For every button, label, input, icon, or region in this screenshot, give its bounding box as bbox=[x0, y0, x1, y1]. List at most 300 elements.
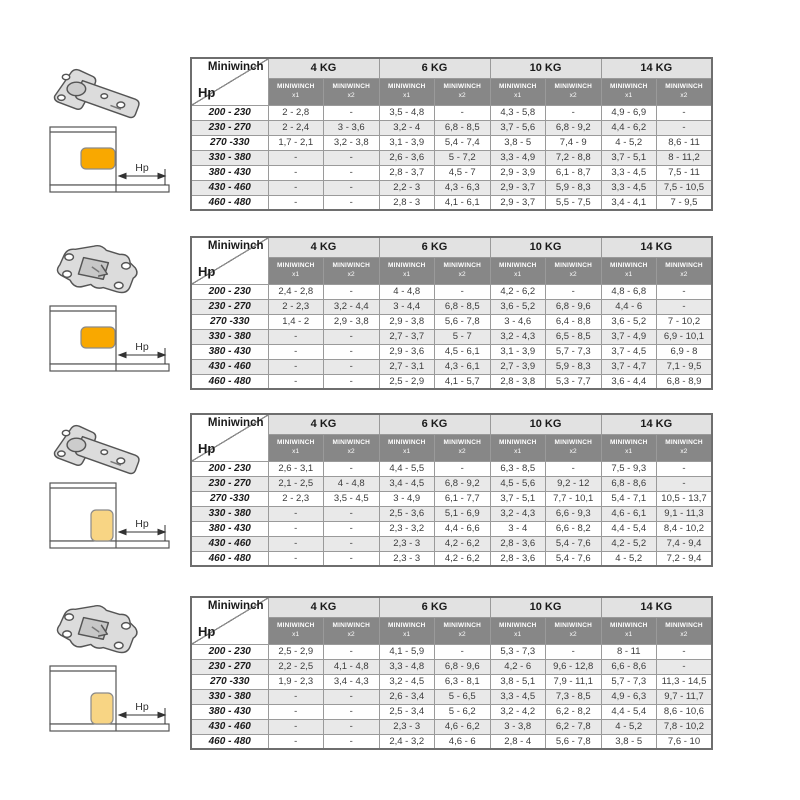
capacity-value-cell: - bbox=[546, 105, 602, 120]
capacity-value-cell: 3,8 - 5 bbox=[490, 135, 546, 150]
capacity-value-cell: - bbox=[268, 704, 324, 719]
table-row bbox=[191, 284, 712, 299]
capacity-value-cell: 2,3 - 3 bbox=[379, 551, 435, 566]
capacity-value-cell: 4,4 - 6 bbox=[601, 299, 657, 314]
capacity-value-cell: 2,9 - 3,9 bbox=[490, 165, 546, 180]
table-row bbox=[191, 344, 712, 359]
header-row-weights bbox=[191, 237, 712, 257]
weight-group-header: 14 KG bbox=[601, 58, 712, 78]
capacity-value-cell: - bbox=[324, 521, 380, 536]
capacity-value-cell: 3,3 - 4,9 bbox=[490, 150, 546, 165]
miniwinch-variant-header: MINIWINCH x2 bbox=[435, 434, 491, 461]
capacity-value-cell: 7 - 10,2 bbox=[657, 314, 713, 329]
miniwinch-variant-header: MINIWINCH x2 bbox=[435, 78, 491, 105]
miniwinch-variant-header: MINIWINCH x1 bbox=[379, 78, 435, 105]
capacity-value-cell: 3,1 - 3,9 bbox=[490, 344, 546, 359]
capacity-value-cell: 4,3 - 6,3 bbox=[435, 180, 491, 195]
capacity-value-cell: - bbox=[324, 704, 380, 719]
hp-range-label: 270 -330 bbox=[191, 135, 268, 150]
miniwinch-box bbox=[91, 510, 113, 541]
capacity-value-cell: 5,1 - 6,9 bbox=[435, 506, 491, 521]
table-row bbox=[191, 461, 712, 476]
miniwinch-variant-header: MINIWINCH x2 bbox=[546, 617, 602, 644]
corner-label-miniwinch: Miniwinch bbox=[207, 417, 264, 429]
capacity-value-cell: 3,7 - 4,5 bbox=[601, 344, 657, 359]
capacity-value-cell: 7,4 - 9,4 bbox=[657, 536, 713, 551]
variant-count-label: x2 bbox=[569, 91, 577, 99]
cabinet-door-open bbox=[50, 541, 169, 548]
hp-range-label: 460 - 480 bbox=[191, 374, 268, 389]
capacity-value-cell: 4,4 - 5,4 bbox=[601, 521, 657, 536]
capacity-value-cell: 2,8 - 3 bbox=[379, 195, 435, 210]
table-row bbox=[191, 329, 712, 344]
weight-group-header: 6 KG bbox=[379, 58, 490, 78]
capacity-value-cell: 6,4 - 8,8 bbox=[546, 314, 602, 329]
capacity-value-cell: 6,8 - 9,6 bbox=[546, 299, 602, 314]
variant-count-label: x2 bbox=[680, 630, 688, 638]
capacity-value-cell: - bbox=[657, 120, 713, 135]
capacity-value-cell: 7,2 - 8,8 bbox=[546, 150, 602, 165]
capacity-value-cell: 7,6 - 10 bbox=[657, 734, 713, 749]
miniwinch-variant-header: MINIWINCH x1 bbox=[490, 617, 546, 644]
capacity-value-cell: - bbox=[268, 329, 324, 344]
capacity-value-cell: 2,5 - 3,6 bbox=[379, 506, 435, 521]
capacity-value-cell: 3,3 - 4,5 bbox=[601, 180, 657, 195]
variant-count-label: x1 bbox=[403, 270, 411, 278]
capacity-value-cell: 8 - 11 bbox=[601, 644, 657, 659]
capacity-value-cell: 5 - 7 bbox=[435, 329, 491, 344]
capacity-value-cell: 9,1 - 11,3 bbox=[657, 506, 713, 521]
miniwinch-variant-header: MINIWINCH x2 bbox=[324, 434, 380, 461]
capacity-value-cell: 2,5 - 2,9 bbox=[268, 644, 324, 659]
capacity-value-cell: - bbox=[268, 689, 324, 704]
capacity-value-cell: 2,9 - 3,7 bbox=[490, 195, 546, 210]
capacity-value-cell: 4,8 - 6,8 bbox=[601, 284, 657, 299]
hp-range-label: 270 -330 bbox=[191, 491, 268, 506]
miniwinch-box bbox=[91, 693, 113, 724]
variant-count-label: x2 bbox=[458, 270, 466, 278]
capacity-value-cell: 2,3 - 3 bbox=[379, 536, 435, 551]
miniwinch-variant-header: MINIWINCH x2 bbox=[657, 434, 713, 461]
variant-count-label: x2 bbox=[347, 91, 355, 99]
capacity-value-cell: 3,6 - 5,2 bbox=[601, 314, 657, 329]
capacity-value-cell: 7,3 - 8,5 bbox=[546, 689, 602, 704]
table-row bbox=[191, 551, 712, 566]
variant-count-label: x1 bbox=[514, 630, 522, 638]
capacity-value-cell: - bbox=[435, 284, 491, 299]
capacity-value-cell: - bbox=[657, 659, 713, 674]
hp-capacity-table bbox=[190, 596, 713, 750]
weight-group-header: 10 KG bbox=[490, 597, 601, 617]
capacity-value-cell: 2,9 - 3,8 bbox=[324, 314, 380, 329]
capacity-value-cell: - bbox=[324, 284, 380, 299]
capacity-value-cell: 2,7 - 3,9 bbox=[490, 359, 546, 374]
capacity-value-cell: 4,5 - 6,1 bbox=[435, 344, 491, 359]
capacity-value-cell: - bbox=[324, 461, 380, 476]
table-row bbox=[191, 150, 712, 165]
miniwinch-variant-header: MINIWINCH x1 bbox=[268, 257, 324, 284]
capacity-value-cell: 5,3 - 7,7 bbox=[546, 374, 602, 389]
capacity-value-cell: 4,4 - 6,6 bbox=[435, 521, 491, 536]
table-row bbox=[191, 165, 712, 180]
miniwinch-variant-header: MINIWINCH x1 bbox=[490, 78, 546, 105]
capacity-value-cell: - bbox=[268, 180, 324, 195]
capacity-value-cell: 2 - 2,8 bbox=[268, 105, 324, 120]
capacity-value-cell: 6,8 - 8,5 bbox=[435, 299, 491, 314]
miniwinch-variant-header: MINIWINCH x2 bbox=[546, 78, 602, 105]
capacity-value-cell: 4,1 - 4,8 bbox=[324, 659, 380, 674]
capacity-value-cell: 9,2 - 12 bbox=[546, 476, 602, 491]
hp-range-label: 230 - 270 bbox=[191, 476, 268, 491]
capacity-value-cell: 2,3 - 3,2 bbox=[379, 521, 435, 536]
capacity-value-cell: 4,6 - 6,2 bbox=[435, 719, 491, 734]
corner-label-miniwinch: Miniwinch bbox=[207, 240, 264, 252]
capacity-value-cell: 7,4 - 9 bbox=[546, 135, 602, 150]
weight-group-header: 10 KG bbox=[490, 414, 601, 434]
hp-capacity-table bbox=[190, 236, 713, 390]
hp-dimension-label: Hp bbox=[135, 701, 149, 713]
table-row bbox=[191, 105, 712, 120]
capacity-value-cell: - bbox=[268, 374, 324, 389]
hp-range-label: 230 - 270 bbox=[191, 659, 268, 674]
angled-cup-hinge-icon bbox=[44, 417, 148, 479]
capacity-value-cell: 8,6 - 10,6 bbox=[657, 704, 713, 719]
capacity-value-cell: 2,6 - 3,4 bbox=[379, 689, 435, 704]
hp-range-label: 270 -330 bbox=[191, 314, 268, 329]
capacity-value-cell: 3,3 - 4,8 bbox=[379, 659, 435, 674]
capacity-value-cell: 2,9 - 3,8 bbox=[379, 314, 435, 329]
capacity-value-cell: 1,4 - 2 bbox=[268, 314, 324, 329]
capacity-value-cell: 6,3 - 8,1 bbox=[435, 674, 491, 689]
flat-mount-hinge-icon bbox=[44, 600, 148, 662]
capacity-value-cell: 3 - 4 bbox=[490, 521, 546, 536]
capacity-value-cell: 5 - 7,2 bbox=[435, 150, 491, 165]
capacity-value-cell: 4,2 - 6,2 bbox=[435, 551, 491, 566]
capacity-value-cell: 4,1 - 5,9 bbox=[379, 644, 435, 659]
capacity-value-cell: 3,2 - 4,2 bbox=[490, 704, 546, 719]
capacity-value-cell: 2,9 - 3,6 bbox=[379, 344, 435, 359]
hp-range-label: 230 - 270 bbox=[191, 120, 268, 135]
capacity-value-cell: 7,5 - 11 bbox=[657, 165, 713, 180]
figure-column bbox=[40, 596, 188, 764]
capacity-value-cell: 3,7 - 5,1 bbox=[490, 491, 546, 506]
capacity-value-cell: 2,8 - 3,6 bbox=[490, 536, 546, 551]
capacity-value-cell: 3,2 - 3,8 bbox=[324, 135, 380, 150]
variant-count-label: x2 bbox=[458, 447, 466, 455]
miniwinch-variant-header: MINIWINCH x2 bbox=[435, 257, 491, 284]
capacity-value-cell: 3 - 3,8 bbox=[490, 719, 546, 734]
variant-count-label: x1 bbox=[625, 270, 633, 278]
capacity-value-cell: 4,6 - 6 bbox=[435, 734, 491, 749]
capacity-value-cell: 4,3 - 6,1 bbox=[435, 359, 491, 374]
capacity-value-cell: 5,4 - 7,4 bbox=[435, 135, 491, 150]
capacity-value-cell: - bbox=[435, 461, 491, 476]
miniwinch-variant-header: MINIWINCH x1 bbox=[601, 257, 657, 284]
miniwinch-variant-header: MINIWINCH x1 bbox=[268, 434, 324, 461]
capacity-value-cell: - bbox=[268, 195, 324, 210]
miniwinch-variant-header: MINIWINCH x2 bbox=[324, 617, 380, 644]
corner-header-cell bbox=[191, 597, 268, 644]
miniwinch-variant-header: MINIWINCH x1 bbox=[490, 434, 546, 461]
header-row-variants bbox=[191, 617, 712, 644]
capacity-value-cell: 2,4 - 3,2 bbox=[379, 734, 435, 749]
capacity-value-cell: 2,5 - 2,9 bbox=[379, 374, 435, 389]
variant-count-label: x2 bbox=[680, 91, 688, 99]
capacity-value-cell: 6,8 - 8,9 bbox=[657, 374, 713, 389]
capacity-value-cell: 8,4 - 10,2 bbox=[657, 521, 713, 536]
header-row-weights bbox=[191, 414, 712, 434]
capacity-value-cell: - bbox=[324, 344, 380, 359]
capacity-value-cell: 2,4 - 2,8 bbox=[268, 284, 324, 299]
table-row bbox=[191, 120, 712, 135]
capacity-value-cell: 6,2 - 8,2 bbox=[546, 704, 602, 719]
variant-count-label: x2 bbox=[680, 270, 688, 278]
capacity-value-cell: 3 - 4,6 bbox=[490, 314, 546, 329]
cabinet-diagram bbox=[48, 121, 174, 203]
capacity-value-cell: 11,3 - 14,5 bbox=[657, 674, 713, 689]
table-row bbox=[191, 180, 712, 195]
capacity-value-cell: 7,5 - 9,3 bbox=[601, 461, 657, 476]
weight-group-header: 4 KG bbox=[268, 597, 379, 617]
capacity-value-cell: - bbox=[546, 644, 602, 659]
capacity-value-cell: 2,2 - 3 bbox=[379, 180, 435, 195]
hp-range-label: 380 - 430 bbox=[191, 165, 268, 180]
capacity-value-cell: 7,5 - 10,5 bbox=[657, 180, 713, 195]
capacity-value-cell: 4,5 - 7 bbox=[435, 165, 491, 180]
weight-group-header: 6 KG bbox=[379, 414, 490, 434]
capacity-value-cell: 4,2 - 6,2 bbox=[490, 284, 546, 299]
weight-group-header: 4 KG bbox=[268, 237, 379, 257]
capacity-value-cell: 1,7 - 2,1 bbox=[268, 135, 324, 150]
variant-count-label: x1 bbox=[625, 447, 633, 455]
capacity-value-cell: 3,3 - 4,5 bbox=[490, 689, 546, 704]
table-row bbox=[191, 299, 712, 314]
capacity-value-cell: - bbox=[324, 165, 380, 180]
capacity-value-cell: 7,8 - 10,2 bbox=[657, 719, 713, 734]
corner-label-miniwinch: Miniwinch bbox=[207, 61, 264, 73]
capacity-value-cell: - bbox=[324, 180, 380, 195]
capacity-value-cell: 3,2 - 4 bbox=[379, 120, 435, 135]
variant-count-label: x2 bbox=[680, 447, 688, 455]
capacity-value-cell: 3 - 4,4 bbox=[379, 299, 435, 314]
table-row bbox=[191, 521, 712, 536]
table-row bbox=[191, 674, 712, 689]
miniwinch-variant-header: MINIWINCH x2 bbox=[657, 78, 713, 105]
miniwinch-variant-header: MINIWINCH x1 bbox=[379, 617, 435, 644]
capacity-value-cell: 5,5 - 7,5 bbox=[546, 195, 602, 210]
capacity-value-cell: 2,7 - 3,1 bbox=[379, 359, 435, 374]
miniwinch-variant-header: MINIWINCH x2 bbox=[435, 617, 491, 644]
capacity-value-cell: - bbox=[268, 150, 324, 165]
variant-count-label: x1 bbox=[292, 630, 300, 638]
capacity-value-cell: 5,4 - 7,6 bbox=[546, 536, 602, 551]
capacity-value-cell: 2,6 - 3,1 bbox=[268, 461, 324, 476]
hp-dimension-label: Hp bbox=[135, 162, 149, 174]
hp-range-label: 200 - 230 bbox=[191, 644, 268, 659]
hp-range-label: 430 - 460 bbox=[191, 359, 268, 374]
capacity-value-cell: 5,9 - 8,3 bbox=[546, 180, 602, 195]
capacity-value-cell: 3,5 - 4,8 bbox=[379, 105, 435, 120]
capacity-value-cell: 9,7 - 11,7 bbox=[657, 689, 713, 704]
capacity-value-cell: 2 - 2,4 bbox=[268, 120, 324, 135]
capacity-value-cell: 5,3 - 7,3 bbox=[490, 644, 546, 659]
capacity-value-cell: 7 - 9,5 bbox=[657, 195, 713, 210]
capacity-value-cell: 3,7 - 4,7 bbox=[601, 359, 657, 374]
capacity-value-cell: 2,3 - 3 bbox=[379, 719, 435, 734]
capacity-value-cell: - bbox=[268, 551, 324, 566]
capacity-value-cell: 4 - 5,2 bbox=[601, 135, 657, 150]
corner-label-miniwinch: Miniwinch bbox=[207, 600, 264, 612]
capacity-value-cell: 5,4 - 7,1 bbox=[601, 491, 657, 506]
capacity-value-cell: 3,7 - 5,1 bbox=[601, 150, 657, 165]
variant-count-label: x2 bbox=[347, 447, 355, 455]
capacity-value-cell: 4,3 - 5,8 bbox=[490, 105, 546, 120]
weight-group-header: 14 KG bbox=[601, 414, 712, 434]
miniwinch-variant-header: MINIWINCH x1 bbox=[379, 434, 435, 461]
capacity-value-cell: 2,2 - 2,5 bbox=[268, 659, 324, 674]
miniwinch-variant-header: MINIWINCH x2 bbox=[546, 434, 602, 461]
hp-range-label: 270 -330 bbox=[191, 674, 268, 689]
cabinet-door-open bbox=[50, 364, 169, 371]
hp-capacity-table bbox=[190, 413, 713, 567]
capacity-value-cell: 2,8 - 3,7 bbox=[379, 165, 435, 180]
capacity-value-cell: - bbox=[657, 105, 713, 120]
capacity-value-cell: - bbox=[324, 359, 380, 374]
table-group-2 bbox=[0, 236, 800, 404]
capacity-value-cell: 2,1 - 2,5 bbox=[268, 476, 324, 491]
capacity-value-cell: - bbox=[324, 734, 380, 749]
table-row bbox=[191, 659, 712, 674]
capacity-value-cell: 2,6 - 3,6 bbox=[379, 150, 435, 165]
capacity-value-cell: 4 - 5,2 bbox=[601, 551, 657, 566]
table-row bbox=[191, 704, 712, 719]
capacity-value-cell: 4,1 - 6,1 bbox=[435, 195, 491, 210]
capacity-value-cell: 2 - 2,3 bbox=[268, 491, 324, 506]
table-row bbox=[191, 135, 712, 150]
hp-range-label: 430 - 460 bbox=[191, 180, 268, 195]
capacity-value-cell: 3,7 - 4,9 bbox=[601, 329, 657, 344]
variant-count-label: x1 bbox=[403, 447, 411, 455]
capacity-value-cell: 3,1 - 3,9 bbox=[379, 135, 435, 150]
capacity-value-cell: - bbox=[324, 329, 380, 344]
miniwinch-variant-header: MINIWINCH x1 bbox=[601, 434, 657, 461]
flat-mount-hinge-icon bbox=[44, 240, 148, 302]
miniwinch-variant-header: MINIWINCH x2 bbox=[324, 257, 380, 284]
capacity-value-cell: 3,2 - 4,4 bbox=[324, 299, 380, 314]
capacity-value-cell: - bbox=[268, 359, 324, 374]
capacity-value-cell: 6,6 - 8,6 bbox=[601, 659, 657, 674]
miniwinch-variant-header: MINIWINCH x1 bbox=[601, 78, 657, 105]
weight-group-header: 14 KG bbox=[601, 597, 712, 617]
capacity-value-cell: - bbox=[324, 195, 380, 210]
table-row bbox=[191, 314, 712, 329]
corner-header-cell bbox=[191, 414, 268, 461]
corner-header-cell bbox=[191, 237, 268, 284]
capacity-value-cell: - bbox=[657, 284, 713, 299]
capacity-value-cell: - bbox=[268, 506, 324, 521]
capacity-value-cell: 8,6 - 11 bbox=[657, 135, 713, 150]
table-row bbox=[191, 719, 712, 734]
variant-count-label: x1 bbox=[514, 91, 522, 99]
miniwinch-variant-header: MINIWINCH x2 bbox=[657, 257, 713, 284]
capacity-value-cell: - bbox=[657, 476, 713, 491]
weight-group-header: 6 KG bbox=[379, 237, 490, 257]
capacity-value-cell: 6,9 - 10,1 bbox=[657, 329, 713, 344]
miniwinch-variant-header: MINIWINCH x1 bbox=[268, 78, 324, 105]
capacity-value-cell: 2,9 - 3,7 bbox=[490, 180, 546, 195]
hp-range-label: 460 - 480 bbox=[191, 195, 268, 210]
capacity-value-cell: 7,9 - 11,1 bbox=[546, 674, 602, 689]
capacity-value-cell: 3,2 - 4,3 bbox=[490, 506, 546, 521]
capacity-value-cell: 4 - 5,2 bbox=[601, 719, 657, 734]
hp-range-label: 430 - 460 bbox=[191, 536, 268, 551]
capacity-value-cell: 4,2 - 6,2 bbox=[435, 536, 491, 551]
capacity-value-cell: 3,4 - 4,5 bbox=[379, 476, 435, 491]
cabinet-door-open bbox=[50, 724, 169, 731]
hp-range-label: 330 - 380 bbox=[191, 150, 268, 165]
variant-count-label: x1 bbox=[514, 270, 522, 278]
hp-range-label: 460 - 480 bbox=[191, 551, 268, 566]
table-row bbox=[191, 359, 712, 374]
capacity-value-cell: 7,7 - 10,1 bbox=[546, 491, 602, 506]
miniwinch-variant-header: MINIWINCH x2 bbox=[324, 78, 380, 105]
hp-range-label: 200 - 230 bbox=[191, 461, 268, 476]
capacity-value-cell: 5 - 6,5 bbox=[435, 689, 491, 704]
capacity-value-cell: 2,8 - 3,8 bbox=[490, 374, 546, 389]
hp-range-label: 380 - 430 bbox=[191, 344, 268, 359]
variant-count-label: x1 bbox=[403, 91, 411, 99]
miniwinch-variant-header: MINIWINCH x1 bbox=[490, 257, 546, 284]
capacity-value-cell: - bbox=[324, 105, 380, 120]
table-row bbox=[191, 689, 712, 704]
variant-count-label: x1 bbox=[625, 630, 633, 638]
table-row bbox=[191, 195, 712, 210]
hp-range-label: 230 - 270 bbox=[191, 299, 268, 314]
table-row bbox=[191, 536, 712, 551]
capacity-value-cell: 7,2 - 9,4 bbox=[657, 551, 713, 566]
angled-cup-hinge-icon bbox=[44, 61, 148, 123]
capacity-value-cell: 10,5 - 13,7 bbox=[657, 491, 713, 506]
corner-label-hp: Hp bbox=[198, 84, 216, 100]
hp-range-label: 200 - 230 bbox=[191, 105, 268, 120]
table-row bbox=[191, 644, 712, 659]
capacity-value-cell: 4,9 - 6,9 bbox=[601, 105, 657, 120]
capacity-value-cell: 4,5 - 5,6 bbox=[490, 476, 546, 491]
variant-count-label: x1 bbox=[292, 91, 300, 99]
capacity-value-cell: - bbox=[657, 644, 713, 659]
variant-count-label: x2 bbox=[569, 447, 577, 455]
variant-count-label: x1 bbox=[403, 630, 411, 638]
header-row-weights bbox=[191, 58, 712, 78]
cabinet-door-open bbox=[50, 185, 169, 192]
corner-header-cell bbox=[191, 58, 268, 105]
corner-label-hp: Hp bbox=[198, 440, 216, 456]
capacity-value-cell: 6,1 - 8,7 bbox=[546, 165, 602, 180]
hp-range-label: 330 - 380 bbox=[191, 329, 268, 344]
capacity-value-cell: 6,8 - 8,5 bbox=[435, 120, 491, 135]
capacity-value-cell: 6,1 - 7,7 bbox=[435, 491, 491, 506]
variant-count-label: x2 bbox=[458, 630, 466, 638]
weight-group-header: 4 KG bbox=[268, 414, 379, 434]
hp-range-label: 330 - 380 bbox=[191, 689, 268, 704]
capacity-value-cell: 5,4 - 7,6 bbox=[546, 551, 602, 566]
capacity-value-cell: 2,5 - 3,4 bbox=[379, 704, 435, 719]
capacity-value-cell: - bbox=[324, 506, 380, 521]
capacity-value-cell: 9,6 - 12,8 bbox=[546, 659, 602, 674]
capacity-value-cell: 6,3 - 8,5 bbox=[490, 461, 546, 476]
capacity-value-cell: - bbox=[324, 150, 380, 165]
capacity-value-cell: 3,6 - 5,2 bbox=[490, 299, 546, 314]
